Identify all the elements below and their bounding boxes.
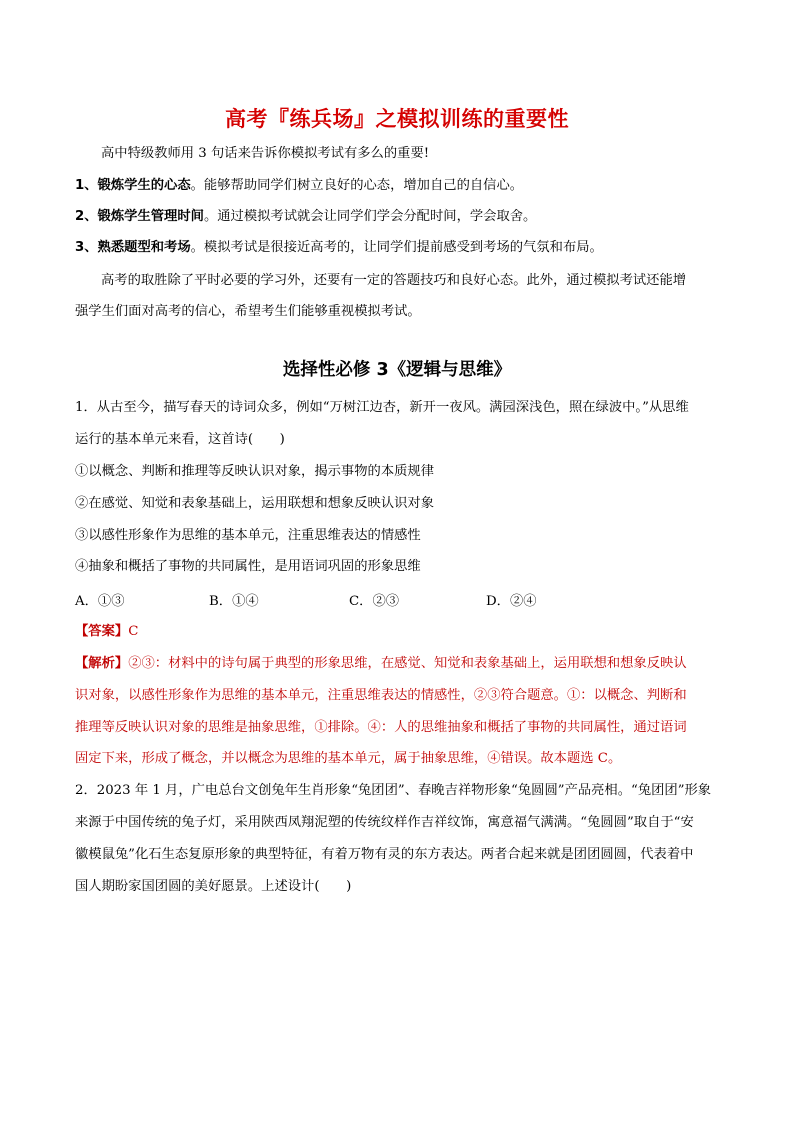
q1-options — [75, 590, 725, 610]
point-3 — [75, 238, 725, 258]
point-1 — [75, 176, 725, 196]
q1-option-a: A．①③ — [75, 594, 125, 609]
q1-option-d: D．②④ — [486, 594, 537, 609]
q1-analysis-line-2: 识对象，以感性形象作为思维的基本单元，注重思维表达的情感性，②③符合题意。①：以概念、判断和 — [75, 688, 687, 703]
point-3-lead: 3、熟悉题型和考场 — [75, 240, 191, 255]
q1-option-c: C．②③ — [349, 594, 400, 609]
q1-item-4: ④抽象和概括了事物的共同属性，是用语词巩固的形象思维 — [75, 559, 421, 574]
q1-analysis-line-4: 固定下来，形成了概念，并以概念为思维的基本单元，属于抽象思维，④错误。故本题选 C。 — [75, 751, 622, 766]
closing-line-1: 高考的取胜除了平时必要的学习外，还要有一定的答题技巧和良好心态。此外，通过模拟考试还能增 — [101, 273, 687, 288]
section-title: 选择性必修 3《逻辑与思维》 — [282, 360, 512, 380]
page-title: 高考『练兵场』之模拟训练的重要性 — [225, 107, 569, 131]
q1-stem-line-2: 运行的基本单元来看，这首诗( ) — [75, 432, 285, 447]
q1-item-2: ②在感觉、知觉和表象基础上，运用联想和想象反映认识对象 — [75, 496, 435, 511]
closing-line-2: 强学生们面对高考的信心，希望考生们能够重视模拟考试。 — [75, 304, 421, 319]
q1-stem-line-1: 1．从古至今，描写春天的诗词众多，例如“万树江边杏，新开一夜风。满园深浅色，照在绿波中。”从思维 — [75, 400, 689, 415]
point-3-text: 。模拟考试是很接近高考的，让同学们提前感受到考场的气氛和布局。 — [190, 240, 603, 255]
q1-analysis-line-3: 推理等反映认识对象的思维是抽象思维，①排除。④：人的思维抽象和概括了事物的共同属性，通过语词 — [75, 720, 687, 735]
q2-stem-line-2: 来源于中国传统的兔子灯，采用陕西凤翔泥塑的传统纹样作吉祥纹饰，寓意福气满满。“兔圆圆”取自于“安 — [75, 815, 694, 830]
point-2-text: 。通过模拟考试就会让同学们学会分配时间，学会取舍。 — [203, 209, 537, 224]
q1-item-3: ③以感性形象作为思维的基本单元，注重思维表达的情感性 — [75, 528, 421, 543]
q2-stem-line-3: 徽模鼠兔”化石生态复原形象的典型特征，有着万物有灵的东方表达。两者合起来就是团团圆圆，代表着中 — [75, 847, 694, 862]
point-2-lead: 2、锻炼学生管理时间 — [75, 209, 204, 224]
q1-analysis-line-1 — [75, 654, 725, 674]
point-1-lead: 1、锻炼学生的心态 — [75, 178, 191, 193]
point-1-text: 。能够帮助同学们树立良好的心态，增加自己的自信心。 — [190, 178, 524, 193]
q2-stem-line-1: 2．2023 年 1 月，广电总台文创兔年生肖形象“兔团团”、春晚吉祥物形象“兔圆圆”产品亮相。“兔团团”形象 — [75, 783, 712, 798]
analysis-label: 【解析】 — [75, 656, 129, 671]
intro-text: 高中特级教师用 3 句话来告诉你模拟考试有多么的重要! — [101, 146, 430, 161]
answer-value: C — [128, 624, 139, 639]
point-2 — [75, 207, 725, 227]
q1-answer — [75, 622, 725, 642]
answer-label: 【答案】 — [75, 624, 129, 639]
q1-option-b: B．①④ — [209, 594, 259, 609]
q2-stem-line-4: 国人期盼家国团圆的美好愿景。上述设计( ) — [75, 879, 352, 894]
q1-item-1: ①以概念、判断和推理等反映认识对象，揭示事物的本质规律 — [75, 464, 435, 479]
analysis-text-1: ②③：材料中的诗句属于典型的形象思维，在感觉、知觉和表象基础上，运用联想和想象反映认 — [128, 656, 687, 671]
